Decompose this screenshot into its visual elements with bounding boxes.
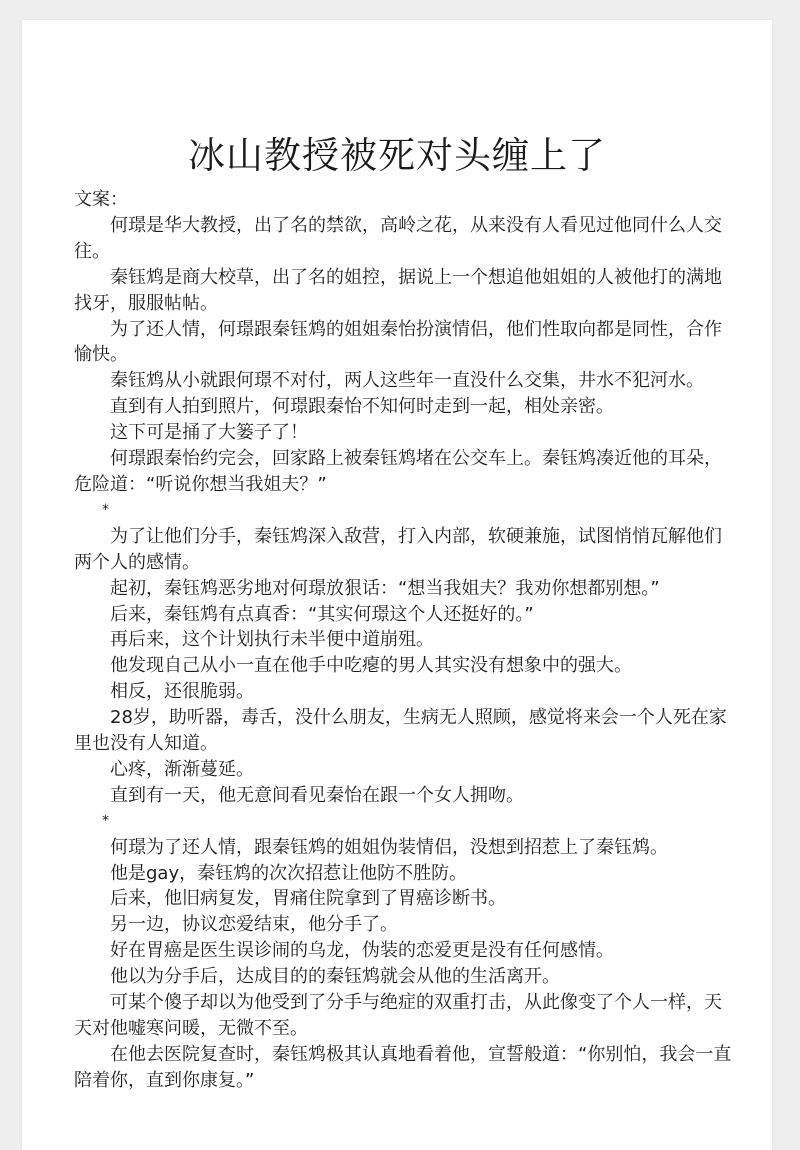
paragraph: 直到有人拍到照片，何璟跟秦怡不知何时走到一起，相处亲密。 bbox=[110, 396, 614, 418]
paragraph: 28岁，助听器，毒舌，没什么朋友，生病无人照顾，感觉将来会一个人死在家里也没有人知道。 bbox=[74, 707, 727, 755]
paragraph: 可某个傻子却以为他受到了分手与绝症的双重打击，从此像变了个人一样，天天对他嘘寒问暖，无微不至。 bbox=[74, 992, 722, 1039]
paragraph: 何璟是华大教授，出了名的禁欲，高岭之花，从来没有人看见过他同什么人交往。 bbox=[74, 214, 722, 262]
paragraph: 相反，还很脆弱。 bbox=[110, 681, 254, 703]
synopsis-label: 文案： bbox=[74, 189, 128, 210]
paragraph: 后来，他旧病复发，胃痛住院拿到了胃癌诊断书。 bbox=[110, 888, 506, 910]
paragraph: 何璟跟秦怡约完会，回家路上被秦钰鸩堵在公交车上。秦钰鸩凑近他的耳朵，危险道：“听说你想当我姐夫？” bbox=[74, 448, 722, 495]
paragraph: 他是gay，秦钰鸩的次次招惹让他防不胜防。 bbox=[110, 862, 468, 884]
paragraph: 好在胃癌是医生误诊闹的乌龙，伪装的恋爱更是没有任何感情。 bbox=[110, 940, 614, 962]
paragraph: 这下可是捅了大篓子了！ bbox=[110, 422, 308, 444]
paragraph: 为了还人情，何璟跟秦钰鸩的姐姐秦怡扮演情侣，他们性取向都是同性，合作愉快。 bbox=[74, 318, 722, 366]
paragraph: 何璟为了还人情，跟秦钰鸩的姐姐伪装情侣，没想到招惹上了秦钰鸩。 bbox=[110, 836, 668, 858]
paragraph: 在他去医院复查时，秦钰鸩极其认真地看着他，宣誓般道：“你别怕，我会一直陪着你，直到你康复。” bbox=[74, 1043, 732, 1091]
paragraph: 直到有一天，他无意间看见秦怡在跟一个女人拥吻。 bbox=[110, 784, 524, 806]
paragraph: 后来，秦钰鸩有点真香：“其实何璟这个人还挺好的。” bbox=[110, 603, 534, 625]
section-separator: * bbox=[102, 812, 109, 829]
paragraph: 心疼，渐渐蔓延。 bbox=[110, 758, 254, 780]
paragraph: 他发现自己从小一直在他手中吃瘪的男人其实没有想象中的强大。 bbox=[110, 655, 632, 677]
paragraph: 秦钰鸩是商大校草，出了名的姐控，据说上一个想追他姐姐的人被他打的满地找牙，服服帖帖。 bbox=[74, 266, 722, 314]
paragraph: 另一边，协议恋爱结束，他分手了。 bbox=[110, 914, 398, 936]
document-title: 冰山教授被死对头缠上了 bbox=[188, 134, 606, 177]
paragraph: 秦钰鸩从小就跟何璟不对付，两人这些年一直没什么交集，井水不犯河水。 bbox=[110, 370, 704, 392]
synopsis-body bbox=[74, 187, 734, 1094]
paragraph: 他以为分手后，达成目的的秦钰鸩就会从他的生活离开。 bbox=[110, 966, 560, 988]
section-separator: * bbox=[102, 501, 109, 518]
paragraph: 再后来，这个计划执行未半便中道崩殂。 bbox=[110, 629, 434, 651]
paragraph: 为了让他们分手，秦钰鸩深入敌营，打入内部，软硬兼施，试图悄悄瓦解他们两个人的感情。 bbox=[74, 525, 722, 573]
paragraph: 起初，秦钰鸩恶劣地对何璟放狠话：“想当我姐夫？我劝你想都别想。” bbox=[110, 577, 660, 599]
document-page bbox=[22, 20, 772, 1150]
